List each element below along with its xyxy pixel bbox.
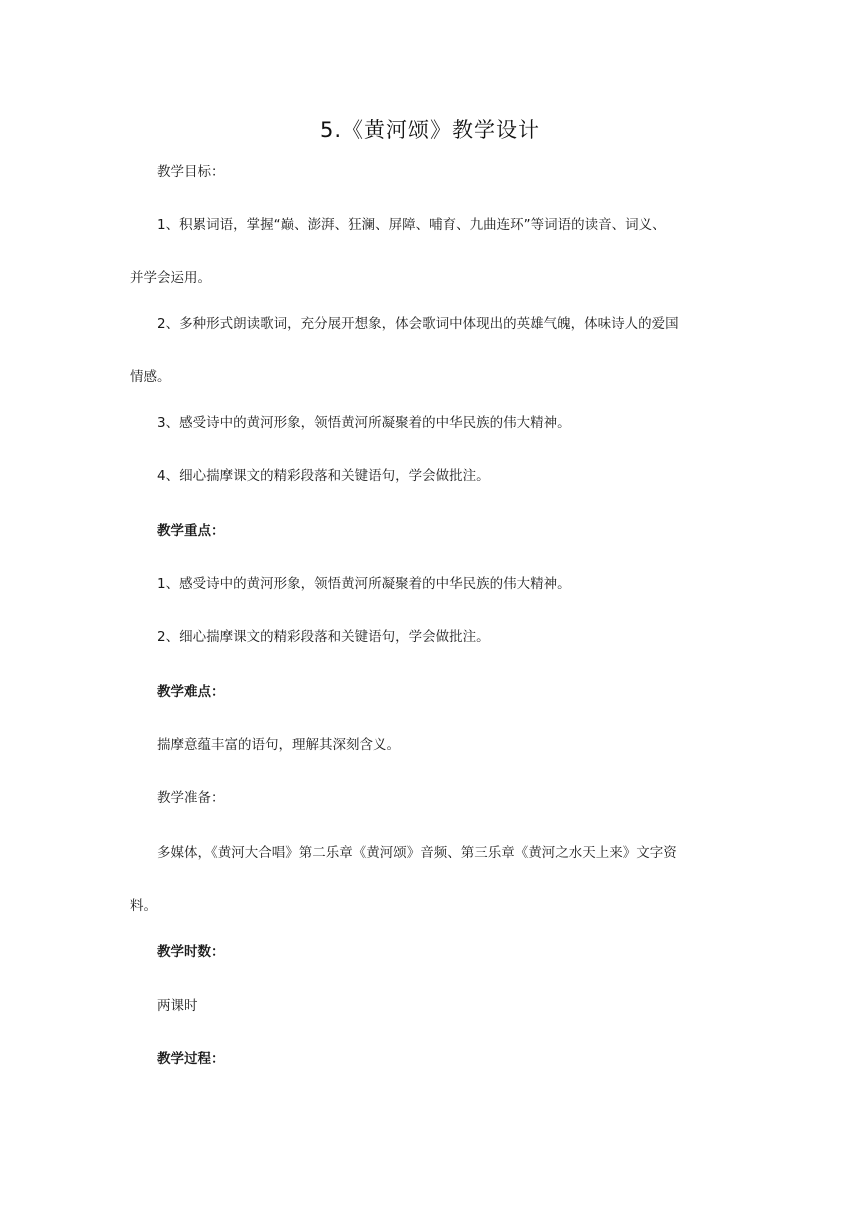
goal-1-line-2: 并学会运用。	[130, 270, 211, 286]
difficulty-heading: 教学难点：	[157, 684, 225, 700]
time-heading: 教学时数：	[157, 944, 225, 960]
time-value: 两课时	[157, 998, 198, 1014]
goal-4: 4、细心揣摩课文的精彩段落和关键语句，学会做批注。	[157, 468, 490, 484]
key-point-2: 2、细心揣摩课文的精彩段落和关键语句，学会做批注。	[157, 629, 490, 645]
prep-line-1: 多媒体，《黄河大合唱》第二乐章《黄河颂》音频、第三乐章《黄河之水天上来》文字资	[157, 845, 677, 861]
difficulty-text: 揣摩意蕴丰富的语句，理解其深刻含义。	[157, 737, 400, 753]
goal-3: 3、感受诗中的黄河形象，领悟黄河所凝聚着的中华民族的伟大精神。	[157, 415, 571, 431]
prep-line-2: 料。	[130, 898, 157, 914]
key-point-1: 1、感受诗中的黄河形象，领悟黄河所凝聚着的中华民族的伟大精神。	[157, 576, 571, 592]
goal-1-line-1: 1、积累词语，掌握“巅、澎湃、狂澜、屏障、哺育、九曲连环”等词语的读音、词义、	[157, 217, 666, 233]
goals-heading: 教学目标：	[157, 164, 225, 180]
goal-1	[130, 199, 740, 305]
document-title: 5.《黄河颂》教学设计	[319, 118, 541, 142]
key-points-heading: 教学重点：	[157, 523, 225, 539]
prep-heading: 教学准备：	[157, 790, 225, 806]
goal-2	[130, 298, 740, 404]
process-heading: 教学过程：	[157, 1051, 225, 1067]
prep-text	[130, 827, 740, 933]
goal-2-line-1: 2、多种形式朗读歌词，充分展开想象，体会歌词中体现出的英雄气魄，体味诗人的爱国	[157, 316, 679, 332]
goal-2-line-2: 情感。	[130, 369, 171, 385]
